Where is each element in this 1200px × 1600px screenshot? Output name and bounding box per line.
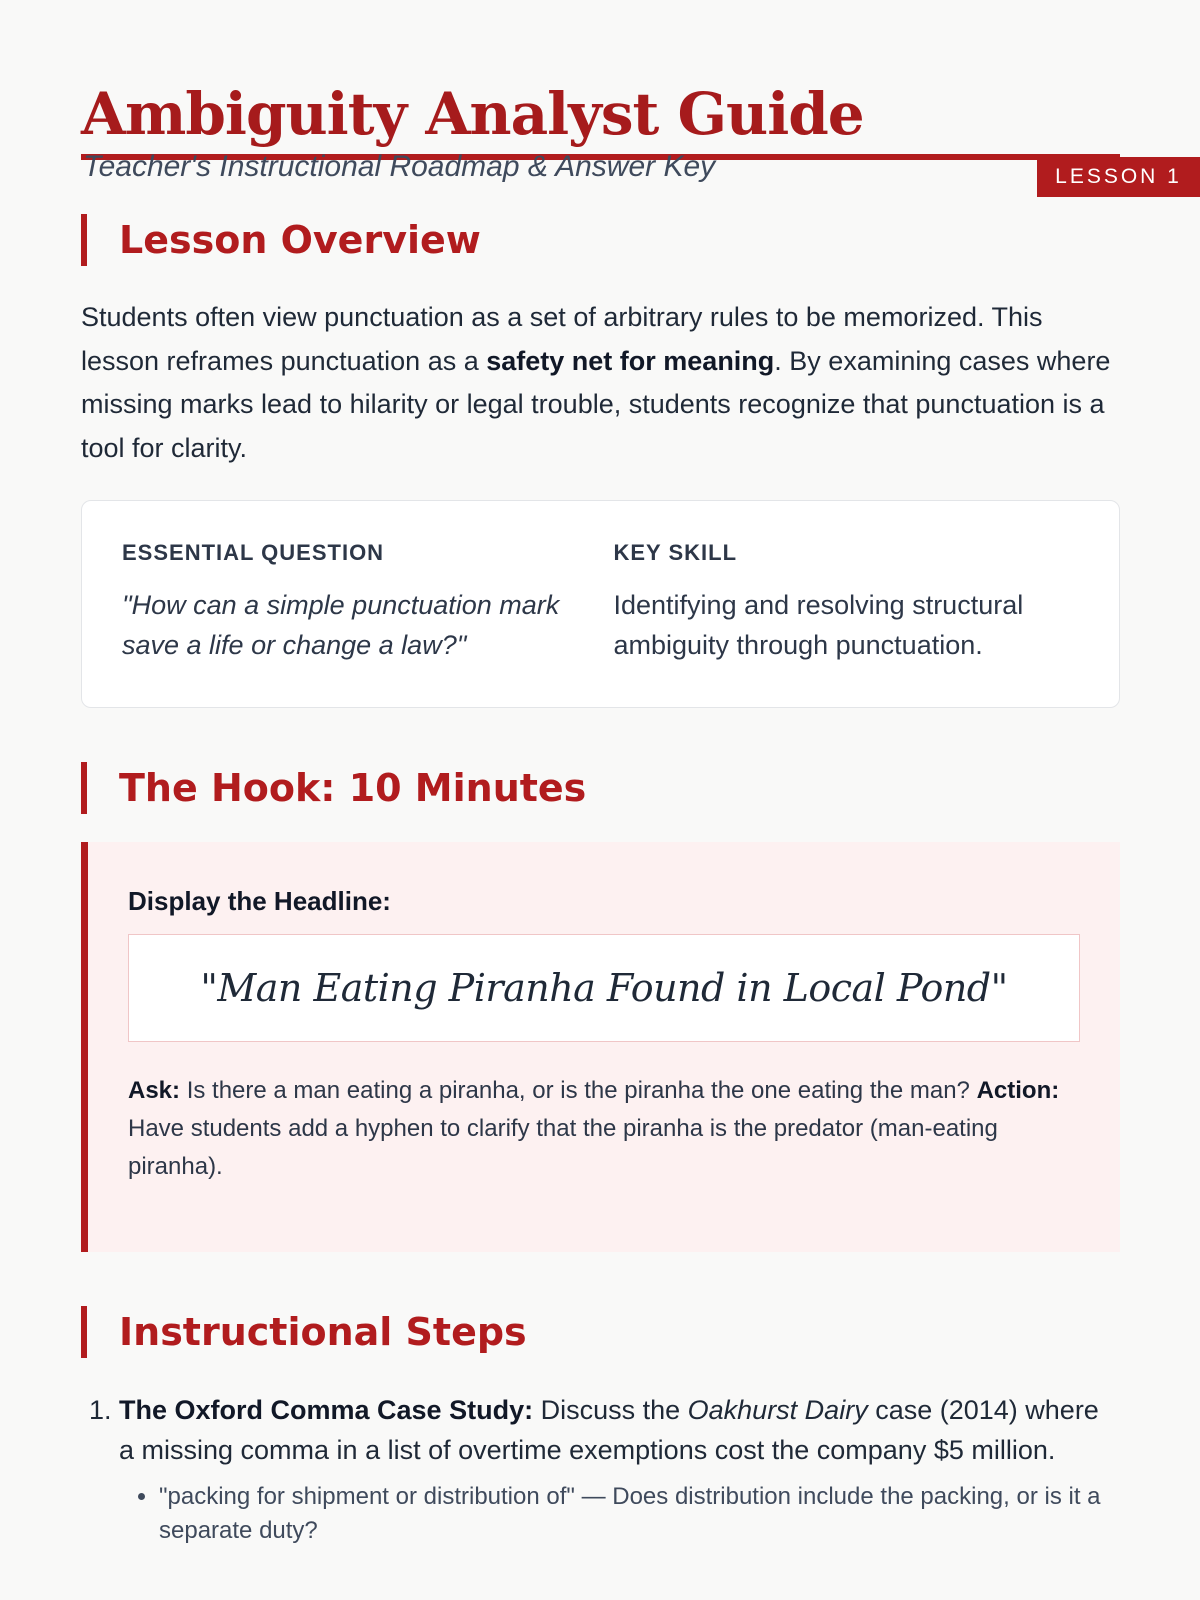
- overview-text-start: Students often view punctuation as a set of arbitrary rules to be memorized. This lesson reframes punctuation as a: [81, 302, 1043, 376]
- hook-callout: [81, 842, 1120, 1252]
- action-text: Have students add a hyphen to clarify that the piranha is the predator (man-eating piranha).: [128, 1115, 998, 1180]
- overview-bold-phrase: safety net for meaning: [486, 345, 775, 376]
- display-headline-label: Display the Headline:: [128, 886, 391, 916]
- page-subtitle: Teacher's Instructional Roadmap & Answer Key: [83, 150, 716, 183]
- essential-question-column: [122, 539, 588, 707]
- step-text-start: Discuss the: [533, 1395, 688, 1425]
- key-skill-text: Identifying and resolving structural ambiguity through punctuation.: [613, 590, 1024, 660]
- section-heading-steps: Instructional Steps: [81, 1306, 1120, 1358]
- ask-label: Ask:: [128, 1077, 181, 1104]
- overview-paragraph: [81, 296, 1120, 470]
- hook-instructions: [128, 1072, 1080, 1186]
- guide-header: [81, 0, 1120, 183]
- step-sub-bullet: • "packing for shipment or distribution of" — Does distribution include the packing, or is it a separate duty?: [159, 1480, 1120, 1548]
- step-title: The Oxford Comma Case Study:: [119, 1395, 534, 1425]
- lesson-badge: LESSON 1: [1037, 157, 1200, 197]
- headline-display-box: [128, 934, 1080, 1042]
- section-heading-hook: The Hook: 10 Minutes: [81, 762, 1120, 814]
- action-label: Action:: [976, 1077, 1060, 1104]
- step-text-end: case (2014) where a missing comma in a list of overtime exemptions cost the company $5 million.: [119, 1395, 1099, 1465]
- headline-text: "Man Eating Piranha Found in Local Pond": [200, 966, 1008, 1010]
- step-case-name: Oakhurst Dairy: [687, 1395, 868, 1425]
- instructional-steps-list: [81, 1390, 1120, 1548]
- overview-text-end: . By examining cases where missing marks lead to hilarity or legal trouble, students recognize that punctuation is a tool for clarity.: [81, 345, 1111, 463]
- section-heading-overview: Lesson Overview: [81, 214, 1120, 266]
- essential-question-label: ESSENTIAL QUESTION: [122, 540, 385, 565]
- step-item: [119, 1390, 1120, 1548]
- key-skill-column: [614, 539, 1080, 707]
- key-skill-label: KEY SKILL: [613, 540, 738, 565]
- ask-text: Is there a man eating a piranha, or is the piranha the one eating the man?: [180, 1077, 977, 1104]
- essential-question-text: "How can a simple punctuation mark save a life or change a law?": [122, 590, 560, 660]
- lesson-summary-card: [81, 500, 1120, 708]
- page-title: Ambiguity Analyst Guide: [81, 80, 864, 148]
- step-sub-bullets: [119, 1480, 1120, 1548]
